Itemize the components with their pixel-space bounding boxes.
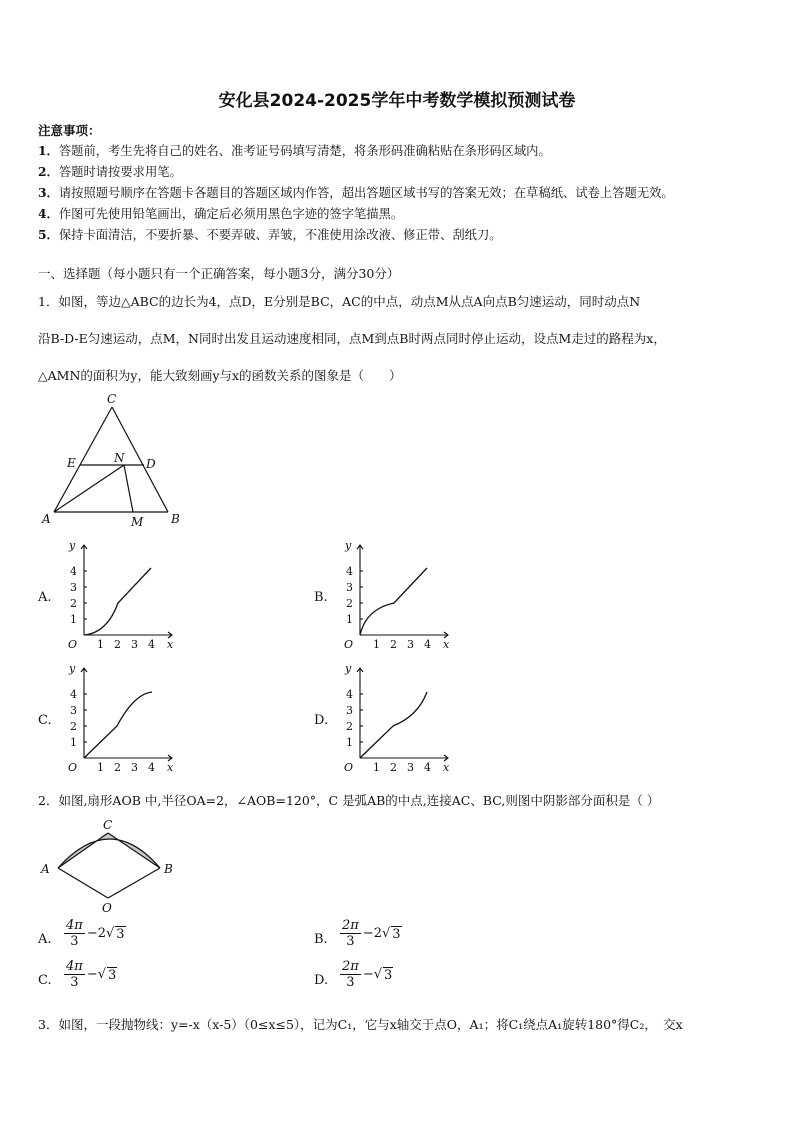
svg-text:y: y (345, 539, 352, 552)
svg-text:4: 4 (148, 761, 155, 774)
svg-text:4: 4 (346, 688, 353, 701)
label-o: O (102, 901, 112, 915)
svg-text:x: x (443, 761, 450, 774)
label-b: B (164, 862, 173, 876)
svg-text:2: 2 (114, 638, 121, 651)
page-title: 安化县2024-2025学年中考数学模拟预测试卷 (218, 91, 576, 111)
q1-graph-c (62, 660, 182, 775)
q2-option-a-label: A. (38, 932, 52, 947)
label-a: A (41, 862, 50, 876)
label-n: N (114, 451, 125, 465)
svg-text:3: 3 (131, 761, 138, 774)
q1-option-a-label: A. (38, 590, 52, 605)
note-item: 4．作图可先使用铅笔画出，确定后必须用黑色字迹的签字笔描黑。 (38, 206, 404, 221)
svg-text:y: y (69, 662, 76, 675)
label-a: A (42, 512, 51, 526)
q2-sector-figure (38, 818, 178, 918)
q1-option-b-label: B. (314, 590, 328, 605)
svg-text:3: 3 (346, 704, 353, 717)
svg-text:2: 2 (346, 597, 353, 610)
svg-text:2: 2 (390, 761, 397, 774)
label-e: E (67, 456, 76, 470)
svg-text:O: O (68, 761, 78, 774)
svg-text:1: 1 (373, 638, 380, 651)
svg-text:4: 4 (424, 761, 431, 774)
q2-option-a: $\frac{4\pi}{3}$ −2 √ 3 (66, 918, 125, 949)
q1-text-line1: 1．如图，等边△ABC的边长为4，点D，E分别是BC，AC的中点，动点M从点A向点B匀速运动，同时动点N (38, 294, 641, 309)
svg-text:2: 2 (70, 597, 77, 610)
svg-text:3: 3 (131, 638, 138, 651)
svg-text:O: O (344, 638, 354, 651)
svg-text:y: y (345, 662, 352, 675)
svg-text:O: O (68, 638, 78, 651)
label-b: B (171, 512, 180, 526)
q2-option-d-label: D. (314, 973, 329, 988)
svg-text:2: 2 (70, 720, 77, 733)
svg-text:1: 1 (346, 736, 353, 749)
svg-text:1: 1 (70, 736, 77, 749)
q1-graph-d (338, 660, 458, 775)
q1-graph-b (338, 537, 458, 652)
note-item: 3．请按照题号顺序在答题卡各题目的答题区域内作答，超出答题区域书写的答案无效；在草稿纸、试卷上答题无效。 (38, 185, 674, 200)
label-c: C (107, 392, 117, 406)
svg-text:4: 4 (70, 565, 77, 578)
q1-triangle-figure (40, 390, 190, 535)
label-c: C (103, 818, 113, 832)
svg-text:1: 1 (97, 761, 104, 774)
svg-text:x: x (167, 638, 174, 651)
q2-option-b-label: B. (314, 932, 328, 947)
svg-text:1: 1 (70, 613, 77, 626)
q2-option-c: $\frac{4\pi}{3}$ − √ 3 (66, 959, 117, 990)
q1-graph-a (62, 537, 182, 652)
q1-option-d-label: D. (314, 713, 329, 728)
svg-text:3: 3 (407, 761, 414, 774)
svg-text:4: 4 (346, 565, 353, 578)
svg-text:3: 3 (70, 581, 77, 594)
svg-text:4: 4 (424, 638, 431, 651)
q2-option-c-label: C. (38, 973, 52, 988)
q2-text: 2．如图,扇形AOB 中,半径OA=2，∠AOB=120°，C 是弧AB的中点,连接AC、BC,则图中阴影部分面积是（ ） (38, 793, 660, 808)
note-item: 5．保持卡面清洁，不要折暴、不要弄破、弄皱，不准使用涂改液、修正带、刮纸刀。 (38, 227, 502, 242)
svg-text:2: 2 (390, 638, 397, 651)
svg-text:y: y (69, 539, 76, 552)
q2-option-d: $\frac{2\pi}{3}$ − √ 3 (342, 959, 393, 990)
svg-text:1: 1 (346, 613, 353, 626)
section-title: 一、选择题（每小题只有一个正确答案，每小题3分，满分30分） (38, 266, 400, 281)
note-item: 1．答题前，考生先将自己的姓名、准考证号码填写清楚，将条形码准确粘贴在条形码区域内。 (38, 143, 551, 158)
svg-text:x: x (443, 638, 450, 651)
label-d: D (146, 457, 156, 471)
svg-text:1: 1 (97, 638, 104, 651)
notes-heading: 注意事项： (38, 123, 101, 138)
svg-text:4: 4 (70, 688, 77, 701)
q1-text-line3: △AMN的面积为y，能大致刻画y与x的函数关系的图象是（ ） (38, 368, 402, 383)
svg-text:3: 3 (407, 638, 414, 651)
note-item: 2．答题时请按要求用笔。 (38, 164, 182, 179)
svg-text:3: 3 (346, 581, 353, 594)
label-m: M (131, 515, 144, 529)
svg-text:2: 2 (114, 761, 121, 774)
svg-text:3: 3 (70, 704, 77, 717)
svg-text:O: O (344, 761, 354, 774)
svg-text:4: 4 (148, 638, 155, 651)
svg-text:1: 1 (373, 761, 380, 774)
q1-text-line2: 沿B-D-E匀速运动，点M，N同时出发且运动速度相同，点M到点B时两点同时停止运动，设点M走过的路程为x， (38, 331, 666, 346)
q1-option-c-label: C. (38, 713, 52, 728)
svg-text:2: 2 (346, 720, 353, 733)
q2-option-b: $\frac{2\pi}{3}$ −2 √ 3 (342, 918, 401, 949)
svg-text:x: x (167, 761, 174, 774)
q3-text: 3．如图，一段抛物线：y=-x（x-5）（0≤x≤5），记为C₁，它与x轴交于点O，A₁；将C₁绕点A₁旋转180°得C₂， 交x (38, 1017, 683, 1032)
